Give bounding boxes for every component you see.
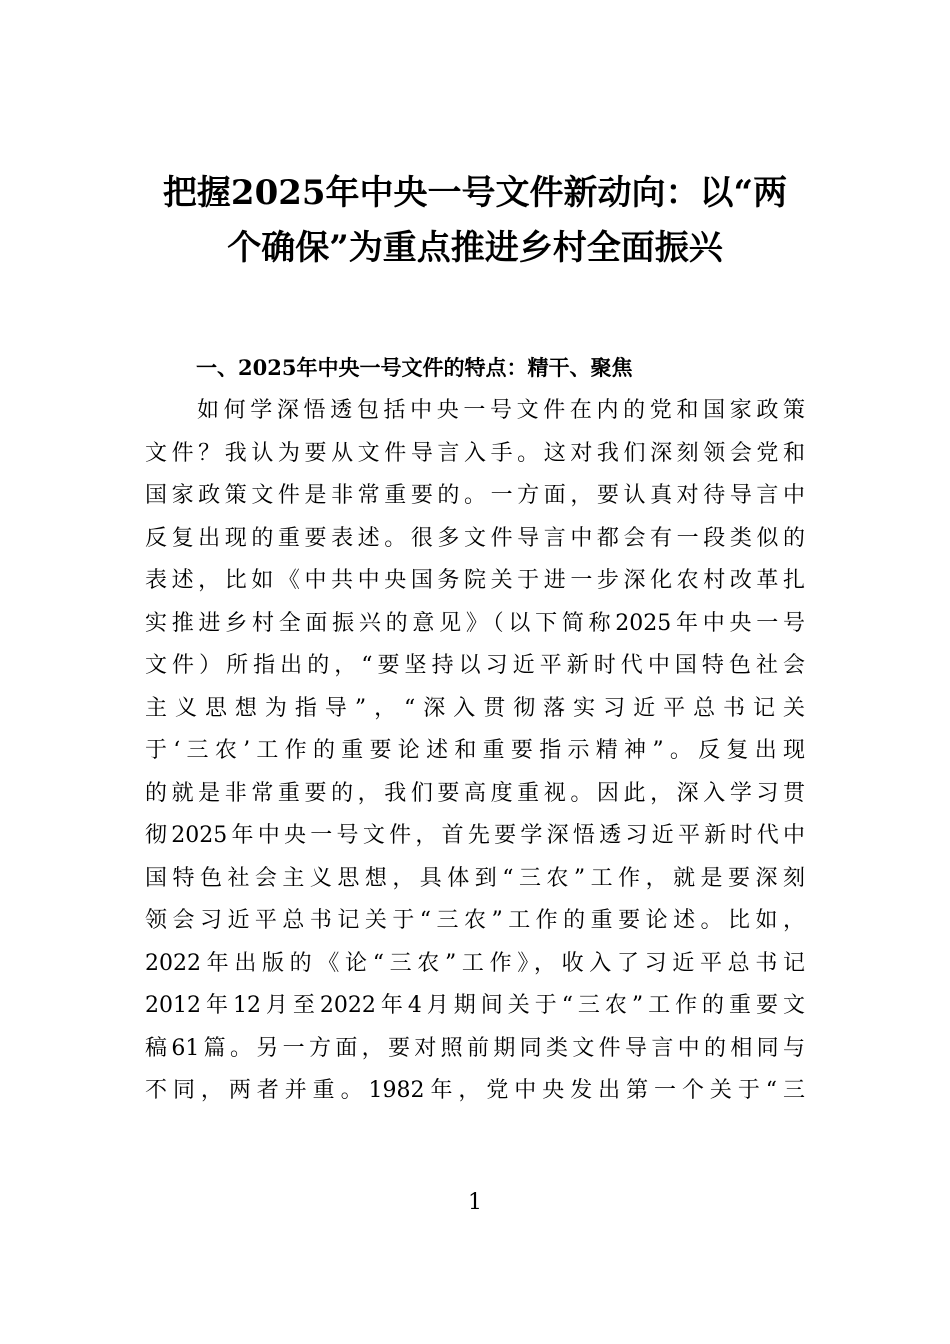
- body-paragraph: [145, 390, 805, 1113]
- title-line-2: 个确保”为重点推进乡村全面振兴: [227, 228, 723, 268]
- paragraph-line: 实推进乡村全面振兴的意见》（以下简称2025年中央一号: [145, 610, 805, 636]
- paragraph-line: 彻2025年中央一号文件，首先要学深悟透习近平新时代中: [145, 823, 805, 848]
- paragraph-line: 稿61篇。另一方面，要对照前期同类文件导言中的相同与: [145, 1035, 805, 1061]
- paragraph-line: 主义思想为指导”，“深入贯彻落实习近平总书记关: [145, 695, 805, 721]
- paragraph-line: 如何学深悟透包括中央一号文件在内的党和国家政策: [197, 398, 805, 423]
- section-heading: 一、2025年中央一号文件的特点：精干、聚焦: [196, 355, 633, 380]
- document-title: [140, 166, 810, 276]
- paragraph-line: 2022年出版的《论“三农”工作》，收入了习近平总书记: [145, 950, 805, 976]
- title-line-1: 把握2025年中央一号文件新动向：以“两: [162, 173, 788, 213]
- paragraph-line: 2012年12月至2022年4月期间关于“三农”工作的重要文: [145, 993, 805, 1018]
- paragraph-line: 领会习近平总书记关于“三农”工作的重要论述。比如，: [145, 908, 805, 933]
- paragraph-line: 表述，比如《中共中央国务院关于进一步深化农村改革扎: [145, 568, 805, 593]
- paragraph-line: 的就是非常重要的，我们要高度重视。因此，深入学习贯: [145, 780, 805, 806]
- paragraph-line: 文件？我认为要从文件导言入手。这对我们深刻领会党和: [145, 440, 805, 466]
- paragraph-line: 文件）所指出的，“要坚持以习近平新时代中国特色社会: [145, 653, 805, 678]
- paragraph-line: 国家政策文件是非常重要的。一方面，要认真对待导言中: [145, 483, 805, 508]
- paragraph-line: 反复出现的重要表述。很多文件导言中都会有一段类似的: [145, 525, 805, 551]
- paragraph-line: 于‘三农’工作的重要论述和重要指示精神”。反复出现: [145, 738, 805, 763]
- paragraph-line: 国特色社会主义思想，具体到“三农”工作，就是要深刻: [145, 865, 805, 891]
- page-number: 1: [468, 1190, 482, 1215]
- paragraph-line: 不同，两者并重。1982年，党中央发出第一个关于“三: [145, 1078, 805, 1103]
